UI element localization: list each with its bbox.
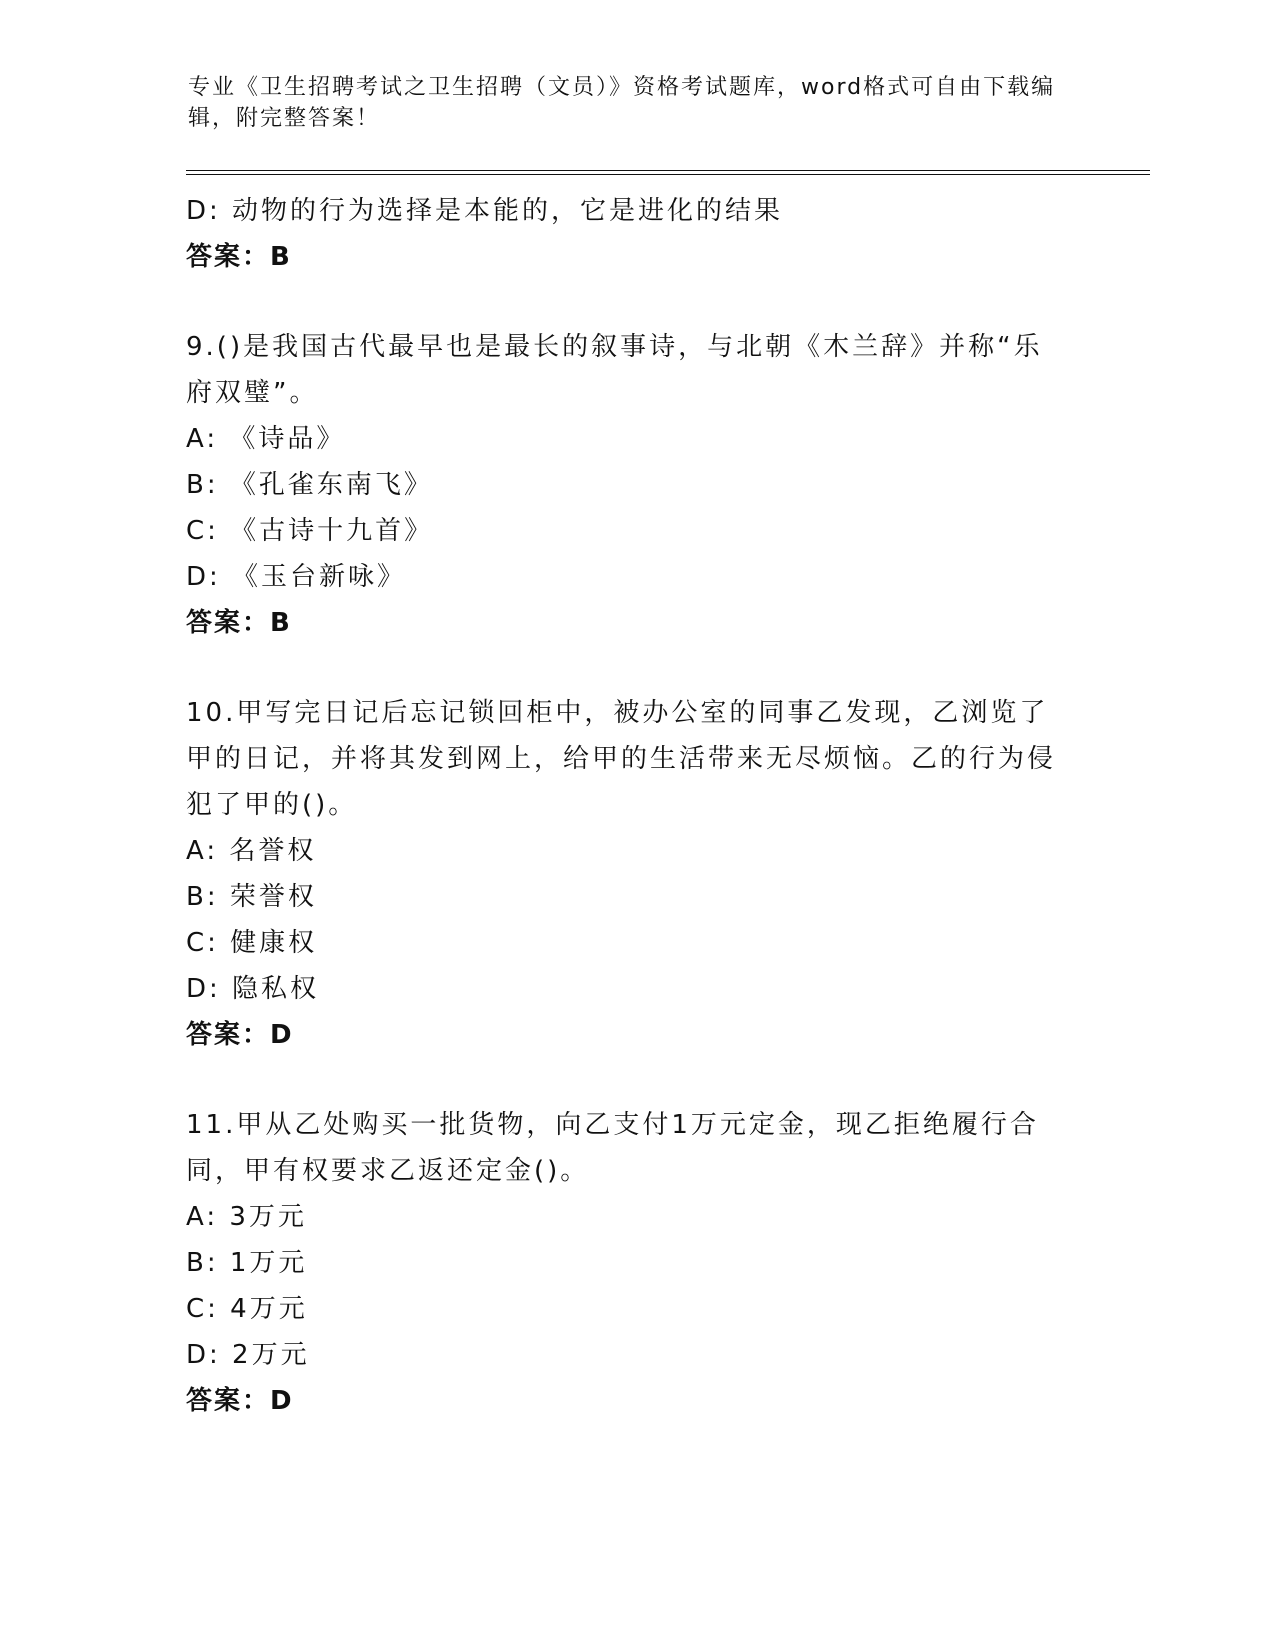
option-c: C: 《古诗十九首》 [186,516,434,546]
spacer [186,1058,1086,1102]
spacer [186,280,1086,324]
question-stem: 11.甲从乙处购买一批货物，向乙支付1万元定金，现乙拒绝履行合同，甲有权要求乙返还定金()。 [186,1110,1039,1186]
header-text: 专业《卫生招聘考试之卫生招聘（文员）》资格考试题库，word格式可自由下载编辑，附完整答案！ [188,75,1056,131]
header-divider-bottom [186,174,1150,175]
answer-line: 答案：D [186,1020,294,1050]
option-d: D: 2万元 [186,1340,310,1370]
answer-line: 答案：B [186,608,292,638]
option-d: D: 动物的行为选择是本能的，它是进化的结果 [186,196,784,226]
question-stem: 9.()是我国古代最早也是最长的叙事诗，与北朝《木兰辞》并称“乐府双璧”。 [186,332,1043,408]
option-a: A: 名誉权 [186,836,317,866]
option-b: B: 1万元 [186,1248,308,1278]
question-block-10 [186,690,1086,1058]
spacer [186,646,1086,690]
question-block-9 [186,324,1086,646]
option-b: B: 荣誉权 [186,882,317,912]
question-list [186,188,1086,1424]
question-stem: 10.甲写完日记后忘记锁回柜中，被办公室的同事乙发现，乙浏览了甲的日记，并将其发到网上，给甲的生活带来无尽烦恼。乙的行为侵犯了甲的()。 [186,698,1057,820]
option-c: C: 健康权 [186,928,318,958]
option-a: A: 《诗品》 [186,424,346,454]
answer-line: 答案：B [186,242,292,272]
option-b: B: 《孔雀东南飞》 [186,470,433,500]
option-c: C: 4万元 [186,1294,308,1324]
option-d: D: 《玉台新咏》 [186,562,407,592]
document-header [188,72,1068,134]
header-divider-top [186,170,1150,171]
option-a: A: 3万元 [186,1202,307,1232]
question-block-11 [186,1102,1086,1424]
answer-line: 答案：D [186,1386,294,1416]
option-d: D: 隐私权 [186,974,320,1004]
